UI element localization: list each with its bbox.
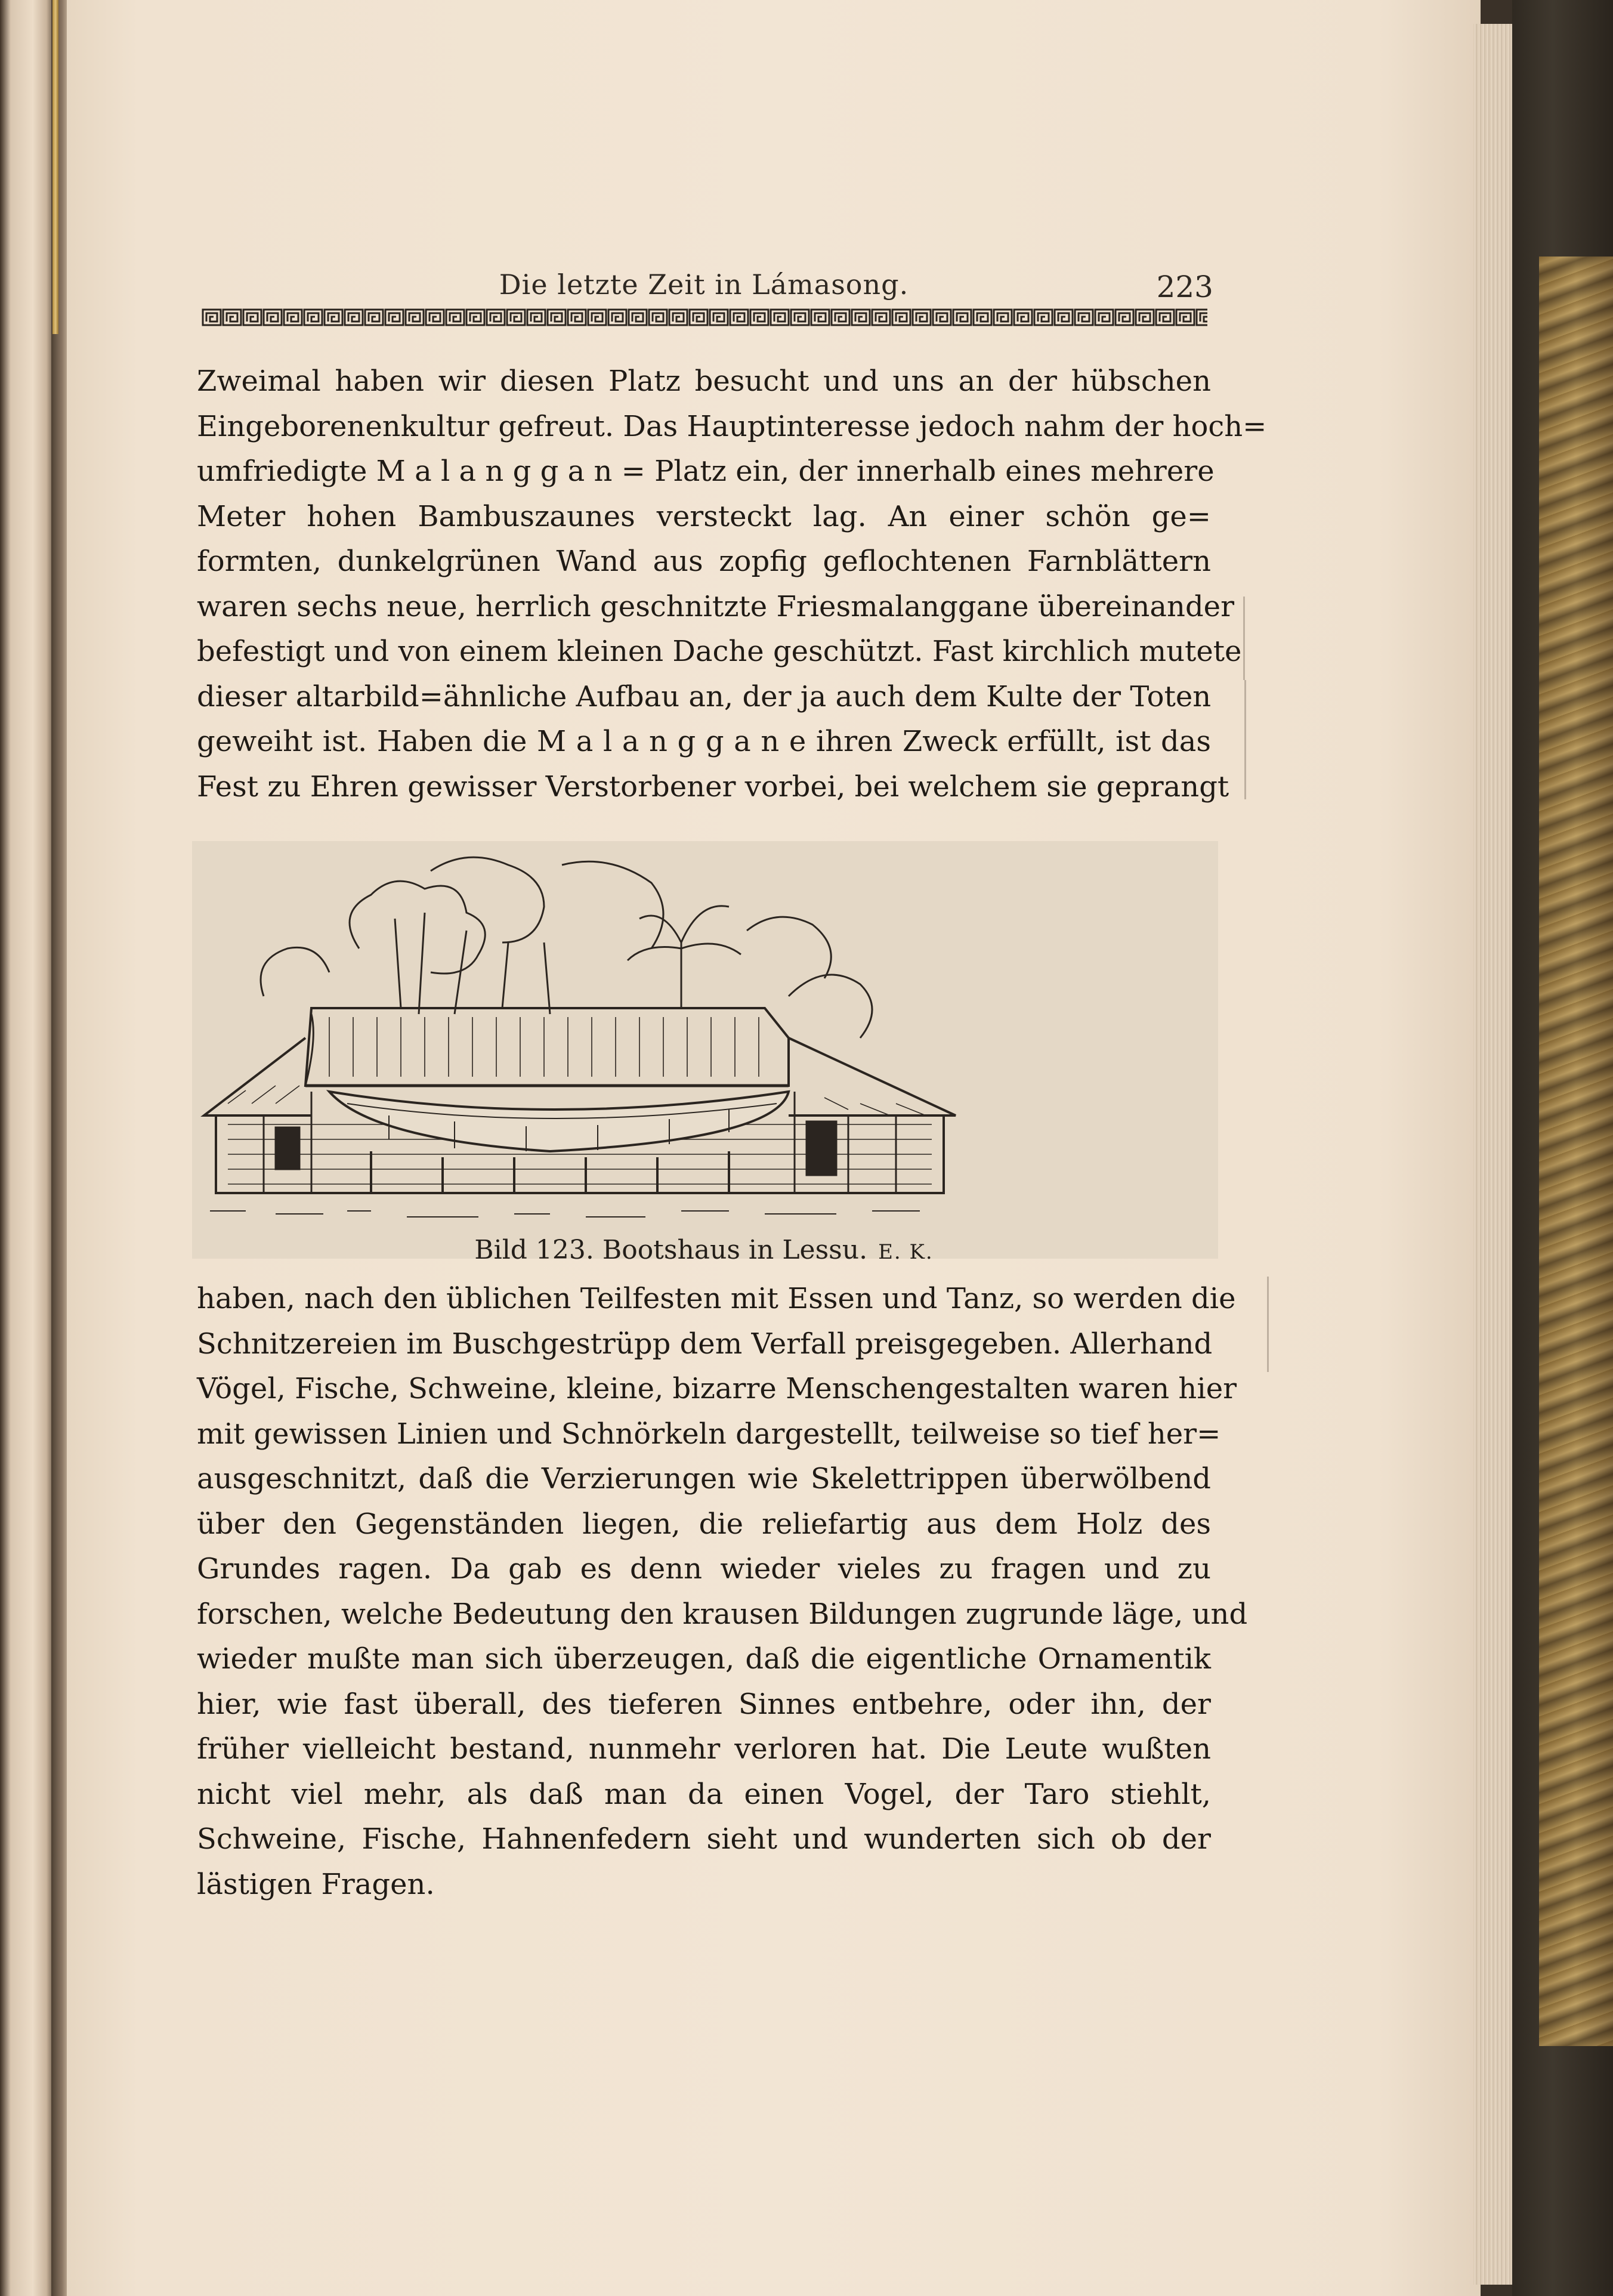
- text-line: haben, nach den üblichen Teilfesten mit Essen und Tanz, so werden die: [197, 1282, 1236, 1315]
- pencil-mark: [1267, 1277, 1269, 1372]
- boathouse-illustration: [192, 841, 1218, 1259]
- ground-strokes: [210, 1211, 920, 1217]
- text-line: Zweimal haben wir diesen Platz besucht und uns an der hübschen: [197, 364, 1211, 398]
- text-line: Meter hohen Bambuszaunes versteckt lag. An einer schön ge=: [197, 499, 1211, 533]
- pencil-mark: [1243, 597, 1245, 680]
- text-line: Vögel, Fische, Schweine, kleine, bizarre Menschengestalten waren hier: [197, 1372, 1237, 1405]
- text-line: Schweine, Fische, Hahnenfedern sieht und wunderten sich ob der: [197, 1822, 1211, 1856]
- text-line: Schnitzereien im Buschgestrüpp dem Verfall preisgegeben. Allerhand: [197, 1327, 1213, 1361]
- text-line: hier, wie fast überall, des tieferen Sinnes entbehre, oder ihn, der: [197, 1687, 1211, 1721]
- text-line: forschen, welche Bedeutung den krausen Bildungen zugrunde läge, und: [197, 1597, 1248, 1631]
- text-line: früher vielleicht bestand, nunmehr verloren hat. Die Leute wußten: [197, 1732, 1211, 1766]
- text-line: ausgeschnitzt, daß die Verzierungen wie Skelettrippen überwölbend: [197, 1462, 1211, 1495]
- text-line: geweiht ist. Haben die M a l a n g g a n e ihren Zweck erfüllt, ist das: [197, 725, 1211, 758]
- text-line: umfriedigte M a l a n g g a n = Platz ein, der innerhalb eines mehrere: [197, 455, 1215, 488]
- text-line: dieser altarbild=ähnliche Aufbau an, der ja auch dem Kulte der Toten: [197, 679, 1212, 713]
- text-line: formten, dunkelgrünen Wand aus zopfig geflochtenen Farnblättern: [197, 545, 1211, 578]
- text-line: Fest zu Ehren gewisser Verstorbener vorbei, bei welchem sie geprangt: [197, 770, 1229, 804]
- text-line: lästigen Fragen.: [197, 1867, 435, 1901]
- text-line: Grundes ragen. Da gab es denn wieder vieles zu fragen und zu: [197, 1552, 1211, 1586]
- running-title: Die letzte Zeit in Lámasong.: [499, 268, 909, 301]
- fence-posts: [371, 1151, 729, 1193]
- page-edges: [1473, 24, 1515, 2285]
- caption-text: Bild 123. Bootshaus in Lessu.: [474, 1235, 868, 1265]
- text-line: mit gewissen Linien und Schnörkeln dargestellt, teilweise so tief her=: [197, 1417, 1221, 1451]
- caption-initials: E. K.: [878, 1240, 934, 1264]
- figure-caption: [197, 1235, 1211, 1265]
- text-line: nicht viel mehr, als daß man da einen Vogel, der Taro stiehlt,: [197, 1777, 1211, 1811]
- thatched-roof: [204, 1008, 956, 1115]
- text-line: befestigt und von einem kleinen Dache geschützt. Fast kirchlich mutete: [197, 635, 1242, 668]
- tree-sketch: [261, 857, 872, 1038]
- left-page-edge: [0, 0, 54, 2296]
- bookmark-ribbon: [52, 0, 58, 334]
- body-text-bottom: [197, 1277, 1248, 1907]
- thatch-texture: [228, 1017, 926, 1115]
- body-text-top: [197, 359, 1267, 809]
- canoe: [329, 1092, 789, 1151]
- text-line: waren sechs neue, herrlich geschnitzte Friesmalanggane übereinander: [197, 589, 1235, 623]
- text-line: wieder mußte man sich überzeugen, daß die eigentliche Ornamentik: [197, 1642, 1211, 1676]
- text-line: Eingeborenenkultur gefreut. Das Hauptinteresse jedoch nahm der hoch=: [197, 409, 1267, 443]
- page-number: 223: [1156, 270, 1213, 304]
- text-line: über den Gegenständen liegen, die reliefartig aus dem Holz des: [197, 1507, 1211, 1541]
- greek-key-border: [202, 307, 1207, 327]
- marbled-cover-edge: [1539, 257, 1613, 2046]
- running-head: [197, 268, 1211, 304]
- pencil-mark: [1244, 680, 1246, 799]
